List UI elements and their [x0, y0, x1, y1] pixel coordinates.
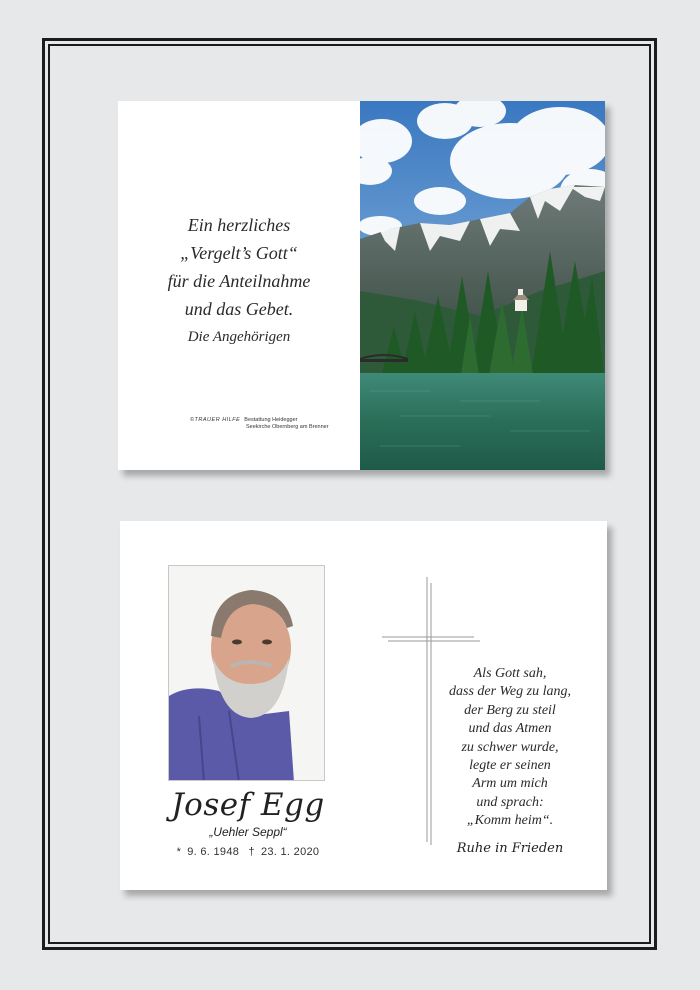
life-dates — [120, 846, 376, 858]
poem-block — [425, 665, 595, 831]
poem-line-8: und sprach: — [476, 794, 544, 810]
portrait-photo — [168, 565, 325, 781]
death-date: 23. 1. 2020 — [260, 846, 320, 858]
death-symbol: † — [248, 846, 255, 858]
thank-you-card — [118, 101, 605, 470]
mountain-lake-image — [360, 101, 605, 470]
rest-in-peace: Ruhe in Frieden — [456, 841, 564, 856]
thanks-text-block — [118, 211, 360, 346]
poem-line-4: und das Atmen — [468, 721, 552, 737]
memorial-card — [120, 521, 607, 890]
birth-symbol: * — [176, 846, 182, 858]
thanks-line-4: und das Gebet. — [184, 299, 294, 319]
poem-line-5: zu schwer wurde, — [461, 739, 559, 755]
thanks-line-3: für die Anteilnahme — [167, 271, 311, 291]
poem-line-1: Als Gott sah, — [473, 666, 547, 681]
birth-date: 9. 6. 1948 — [187, 846, 240, 858]
poem-line-3: der Berg zu steil — [464, 702, 556, 718]
poem-line-7: Arm um mich — [472, 776, 548, 792]
poem-line-2: dass der Weg zu lang, — [449, 684, 571, 700]
deceased-name: Josef Egg — [171, 787, 325, 823]
credit-line-2: Seekirche Obernberg am Brenner — [246, 424, 329, 430]
thanks-line-2: „Vergelt’s Gott“ — [180, 243, 298, 263]
poem-line-9: „Komm heim“. — [466, 813, 554, 829]
deceased-nickname: „Uehler Seppl“ — [209, 825, 287, 839]
thanks-line-1: Ein herzliches — [187, 215, 291, 235]
funeral-home-credit — [190, 417, 358, 431]
credit-line-1: Bestattung Heidegger — [244, 417, 298, 423]
credit-brand: ©TRAUER HILFE — [190, 417, 241, 423]
thanks-signature: Die Angehörigen — [187, 329, 291, 345]
poem-line-6: legte er seinen — [469, 758, 551, 774]
